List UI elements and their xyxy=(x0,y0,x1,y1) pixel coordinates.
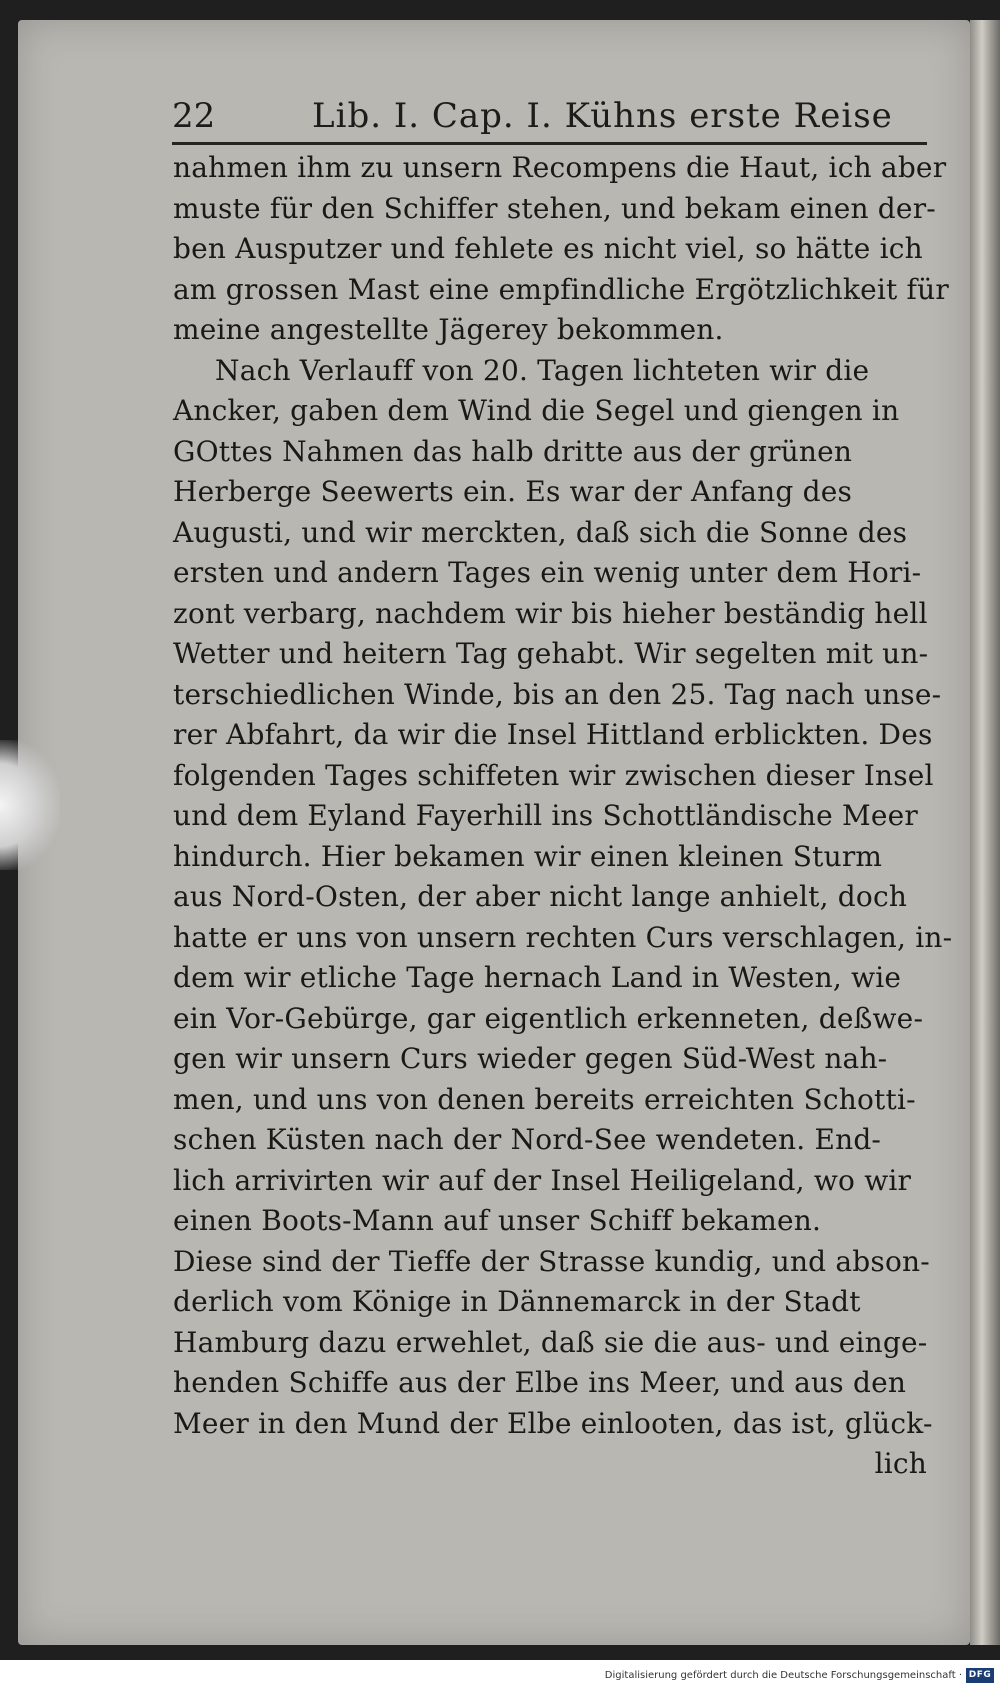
text-line: Hamburg dazu erwehlet, daß sie die aus- und einge- xyxy=(173,1325,928,1359)
body-text xyxy=(173,148,953,1485)
text-line: einen Boots-Mann auf unser Schiff bekamen. xyxy=(173,1204,822,1237)
text-line: und dem Eyland Fayerhill ins Schottländische Meer xyxy=(173,799,919,832)
text-line: gen wir unsern Curs wieder gegen Süd-West nah- xyxy=(173,1042,888,1075)
text-line: henden Schiffe aus der Elbe ins Meer, und aus den xyxy=(173,1366,907,1399)
text-line: Diese sind der Tieffe der Strasse kundig, und abson- xyxy=(173,1244,930,1278)
page-header xyxy=(172,90,932,140)
text-line: Ancker, gaben dem Wind die Segel und giengen in xyxy=(173,394,900,427)
text-line: Herberge Seewerts ein. Es war der Anfang des xyxy=(173,475,853,508)
text-line: folgenden Tages schiffeten wir zwischen dieser Insel xyxy=(173,758,934,792)
digitization-footer xyxy=(0,1662,1000,1693)
running-head: Lib. I. Cap. I. Kühns erste Reise xyxy=(312,96,893,136)
text-line: muste für den Schiffer stehen, und bekam einen der- xyxy=(173,191,936,225)
text-line: derlich vom Könige in Dännemarck in der Stadt xyxy=(173,1285,861,1318)
text-line: nahmen ihm zu unsern Recompens die Haut, ich aber xyxy=(173,151,947,184)
text-line: ein Vor-Gebürge, gar eigentlich erkenneten, deßwe- xyxy=(173,1001,924,1035)
text-line: hatte er uns von unsern rechten Curs verschlagen, in- xyxy=(173,920,953,954)
dfg-logo: DFG xyxy=(966,1668,994,1683)
text-line: meine angestellte Jägerey bekommen. xyxy=(173,313,724,346)
text-line: dem wir etliche Tage hernach Land in Westen, wie xyxy=(173,961,902,994)
text-line: lich arrivirten wir auf der Insel Heiligeland, wo wir xyxy=(173,1163,912,1197)
text-line: hindurch. Hier bekamen wir einen kleinen Sturm xyxy=(173,839,883,873)
text-line: terschiedlichen Winde, bis an den 25. Tag nach unse- xyxy=(173,677,942,711)
text-line: rer Abfahrt, da wir die Insel Hittland erblickten. Des xyxy=(173,718,933,751)
text-line: ersten und andern Tages ein wenig unter dem Hori- xyxy=(173,556,922,589)
text-line: ben Ausputzer und fehlete es nicht viel, so hätte ich xyxy=(173,232,923,265)
text-line: schen Küsten nach der Nord-See wendeten. End- xyxy=(173,1123,882,1156)
text-line: aus Nord-Osten, der aber nicht lange anhielt, doch xyxy=(173,880,908,913)
book-fore-edge xyxy=(970,20,1000,1645)
header-rule xyxy=(172,142,927,145)
text-line: men, und uns von denen bereits erreichten Schotti- xyxy=(173,1082,916,1116)
page-number: 22 xyxy=(172,96,216,136)
page-clip-glare xyxy=(0,740,60,870)
catchword: lich xyxy=(874,1447,927,1480)
footer-credit: Digitalisierung gefördert durch die Deutsche Forschungsgemeinschaft · xyxy=(604,1670,962,1681)
text-line: Wetter und heitern Tag gehabt. Wir segelten mit un- xyxy=(173,637,929,670)
text-line: Nach Verlauff von 20. Tagen lichteten wir die xyxy=(215,353,870,387)
text-line: am grossen Mast eine empfindliche Ergötzlichkeit für xyxy=(173,272,949,306)
text-line: zont verbarg, nachdem wir bis hieher beständig hell xyxy=(173,596,928,630)
text-line: Augusti, und wir merckten, daß sich die Sonne des xyxy=(173,515,908,549)
text-line: Meer in den Mund der Elbe einlooten, das ist, glück- xyxy=(173,1406,933,1440)
text-line: GOttes Nahmen das halb dritte aus der grünen xyxy=(173,434,853,468)
